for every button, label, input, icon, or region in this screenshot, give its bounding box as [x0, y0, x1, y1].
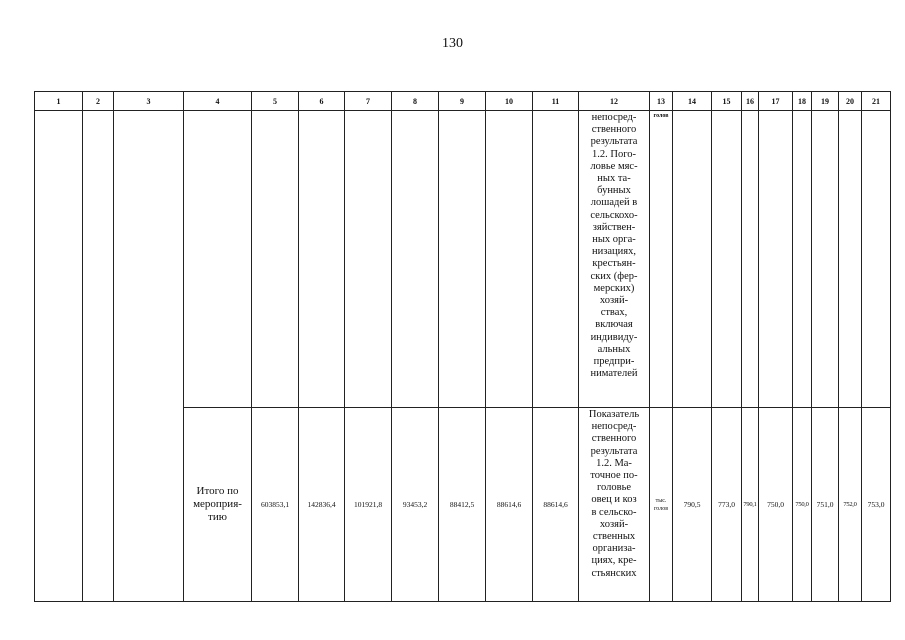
table-cell — [439, 111, 486, 408]
value-cell: 88412,5 — [439, 408, 486, 602]
unit-text: тыс. голов — [653, 497, 669, 512]
indicator-text: непосред- ственного результата 1.2. Пого- ловье мяс- ных та- бунных лошадей в сельскохо- зяйствен- ных орга- низациях, крестьян- ских (фер- мерских) хозяй- ствах, включая индивиду- альных предпри- нимателей — [590, 112, 638, 380]
indicator-cell — [579, 408, 650, 602]
column-header: 11 — [533, 92, 579, 111]
column-header: 21 — [862, 92, 891, 111]
column-header: 13 — [650, 92, 673, 111]
value-cell: 88614,6 — [486, 408, 533, 602]
value-cell: 101921,8 — [345, 408, 392, 602]
target-value-cell: 751,0 — [812, 408, 839, 602]
page-number: 130 — [442, 36, 463, 51]
value-cell: 93453,2 — [392, 408, 439, 602]
target-value-cell: 790,5 — [673, 408, 712, 602]
target-value-cell: 750,0 — [759, 408, 793, 602]
unit-cell — [650, 111, 673, 408]
table-cell — [712, 111, 742, 408]
table-cell — [793, 111, 812, 408]
column-header: 1 — [35, 92, 83, 111]
target-value-cell: 752,0 — [839, 408, 862, 602]
target-value-cell: 753,0 — [862, 408, 891, 602]
measure-total-label: Итого по мероприя- тию — [184, 408, 252, 602]
table-row — [35, 111, 891, 408]
data-table — [34, 91, 891, 602]
header-row — [35, 92, 891, 111]
column-header: 2 — [83, 92, 114, 111]
unit-cell — [650, 408, 673, 602]
column-header: 12 — [579, 92, 650, 111]
table-cell — [673, 111, 712, 408]
column-header: 9 — [439, 92, 486, 111]
target-value-cell: 790,1 — [742, 408, 759, 602]
column-header: 19 — [812, 92, 839, 111]
table-cell — [345, 111, 392, 408]
target-value-cell: 773,0 — [712, 408, 742, 602]
table-cell — [299, 111, 345, 408]
table-cell — [812, 111, 839, 408]
table-cell — [742, 111, 759, 408]
column-header: 6 — [299, 92, 345, 111]
table-cell — [83, 111, 114, 602]
table-cell — [759, 111, 793, 408]
table-cell — [862, 111, 891, 408]
table-cell — [252, 111, 299, 408]
column-header: 8 — [392, 92, 439, 111]
column-header: 3 — [114, 92, 184, 111]
target-value-cell: 750,0 — [793, 408, 812, 602]
unit-text: голов — [653, 113, 669, 119]
table-cell — [533, 111, 579, 408]
column-header: 17 — [759, 92, 793, 111]
column-header: 15 — [712, 92, 742, 111]
value-cell: 142836,4 — [299, 408, 345, 602]
column-header: 4 — [184, 92, 252, 111]
table-cell — [839, 111, 862, 408]
column-header: 16 — [742, 92, 759, 111]
value-cell: 603853,1 — [252, 408, 299, 602]
column-header: 18 — [793, 92, 812, 111]
table-cell — [114, 111, 184, 602]
column-header: 14 — [673, 92, 712, 111]
column-header: 5 — [252, 92, 299, 111]
table-cell — [486, 111, 533, 408]
column-header: 7 — [345, 92, 392, 111]
value-cell: 88614,6 — [533, 408, 579, 602]
column-header: 10 — [486, 92, 533, 111]
table-cell — [392, 111, 439, 408]
indicator-text: Показатель непосред- ственного результата 1.2. Ма- точное по- головье овец и коз в сельско- хозяй- ственных организа- циях, кре- стьянских — [588, 409, 640, 579]
indicator-cell — [579, 111, 650, 408]
column-header: 20 — [839, 92, 862, 111]
table-cell — [35, 111, 83, 602]
table-cell — [184, 111, 252, 408]
